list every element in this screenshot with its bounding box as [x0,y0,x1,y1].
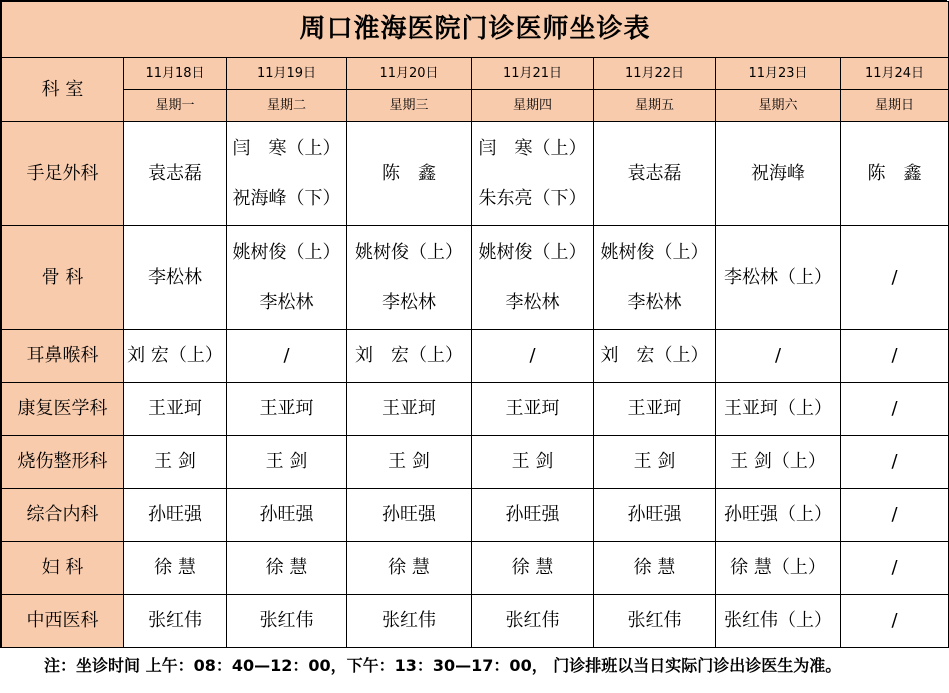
date-header: 11月19日 [227,58,347,90]
doctor-name: 祝海峰（下） [232,187,341,209]
schedule-cell [472,330,594,383]
schedule-cell [716,595,841,648]
weekday-header: 星期三 [347,90,472,122]
doctor-name: 孙旺强 [627,504,682,526]
doctor-name: / [891,504,898,526]
schedule-cell [124,383,227,436]
schedule-cell [716,226,841,330]
date-header: 11月21日 [472,58,594,90]
table-row [2,542,949,595]
doctor-name: 徐 慧 [154,557,196,579]
schedule-cell [227,595,347,648]
doctor-name: / [529,345,536,367]
doctor-name: 王 剑 [265,451,308,473]
doctor-name: 王 剑 [511,451,554,473]
doctor-name: / [891,266,898,288]
weekday-header: 星期二 [227,90,347,122]
schedule-cell [347,226,472,330]
doctor-name: 王亚珂 [627,398,682,420]
doctor-name: 李松林 [627,291,682,313]
dept-name: 骨 科 [2,226,124,330]
doctor-name: 陈 鑫 [382,162,436,184]
schedule-cell [716,489,841,542]
doctor-name: 姚树俊（上） [600,241,709,263]
footnote: 注：坐诊时间 上午：08：40—12：00，下午：13：30—17：00， 门诊排班以当日实际门诊出诊医生为准。 [44,656,842,675]
schedule-cell [227,383,347,436]
schedule-cell [472,542,594,595]
dept-name: 妇 科 [2,542,124,595]
schedule-cell [347,383,472,436]
doctor-name: 张红伟 [627,610,682,632]
schedule-cell [227,122,347,226]
doctor-name: 徐 慧 [511,557,554,579]
weekday-header: 星期日 [841,90,949,122]
doctor-name: 张红伟 [382,610,436,632]
schedule-cell [841,595,949,648]
schedule-cell [227,436,347,489]
doctor-name: 朱东亮（下） [478,187,587,209]
schedule-cell [716,330,841,383]
schedule-cell [472,595,594,648]
dept-name: 中西医科 [2,595,124,648]
doctor-name: 袁志磊 [627,162,682,184]
schedule-cell [594,122,716,226]
page-title: 周口淮海医院门诊医师坐诊表 [2,2,949,58]
schedule-cell [472,436,594,489]
schedule-cell [594,330,716,383]
schedule-cell [841,226,949,330]
schedule-cell [124,122,227,226]
doctor-name: 王亚珂 [259,398,314,420]
doctor-name: 李松林 [382,291,436,313]
doctor-name: 孙旺强（上） [724,504,832,526]
doctor-name: 王亚珂 [505,398,560,420]
schedule-cell [124,226,227,330]
weekday-header: 星期五 [594,90,716,122]
doctor-name: 张红伟 [148,610,202,632]
doctor-name: 李松林 [259,291,314,313]
dept-header: 科 室 [2,58,124,122]
doctor-name: 王 剑 [154,451,196,473]
doctor-name: / [891,610,898,632]
doctor-name: 王亚珂 [148,398,202,420]
date-header: 11月20日 [347,58,472,90]
schedule-cell [594,383,716,436]
doctor-name: 孙旺强 [259,504,314,526]
schedule-cell [347,436,472,489]
doctor-name: / [891,557,898,579]
doctor-name: 闫 寒（上） [232,137,341,159]
schedule-cell [716,122,841,226]
doctor-name: 陈 鑫 [867,162,922,184]
doctor-name: 王 剑 [388,451,430,473]
schedule-table [1,1,949,648]
schedule-cell [472,122,594,226]
schedule-cell [124,330,227,383]
doctor-name: 姚树俊（上） [355,241,463,263]
doctor-name: 闫 寒（上） [478,137,587,159]
doctor-name: 王 剑 [633,451,676,473]
dept-name: 综合内科 [2,489,124,542]
schedule-cell [841,330,949,383]
doctor-name: 姚树俊（上） [478,241,587,263]
schedule-cell [124,595,227,648]
date-header: 11月23日 [716,58,841,90]
doctor-name: 刘 宏（上） [355,345,463,367]
doctor-name: 袁志磊 [148,162,202,184]
schedule-cell [472,226,594,330]
doctor-name: 徐 慧 [265,557,308,579]
dept-name: 烧伤整形科 [2,436,124,489]
date-header: 11月24日 [841,58,949,90]
table-row [2,383,949,436]
schedule-cell [124,542,227,595]
table-row [2,330,949,383]
schedule-cell [227,542,347,595]
doctor-name: 刘 宏（上） [127,345,223,367]
doctor-name: 李松林 [148,266,202,288]
doctor-name: 姚树俊（上） [232,241,341,263]
schedule-cell [716,383,841,436]
schedule-cell [347,122,472,226]
weekday-header: 星期四 [472,90,594,122]
schedule-cell [227,489,347,542]
schedule-cell [594,489,716,542]
doctor-name: / [774,345,782,367]
doctor-name: 张红伟 [259,610,314,632]
table-row [2,226,949,330]
dept-name: 耳鼻喉科 [2,330,124,383]
schedule-cell [841,122,949,226]
table-row [2,595,949,648]
doctor-name: / [891,398,898,420]
dept-name: 手足外科 [2,122,124,226]
doctor-name: 徐 慧 [388,557,430,579]
doctor-name: 王亚珂 [382,398,436,420]
schedule-cell [841,383,949,436]
doctor-name: 李松林 [505,291,560,313]
schedule-cell [124,436,227,489]
doctor-name: 王亚珂（上） [724,398,832,420]
schedule-cell [594,542,716,595]
doctor-name: / [891,345,898,367]
doctor-name: 王 剑（上） [730,451,826,473]
doctor-name: 徐 慧（上） [730,557,826,579]
date-header: 11月22日 [594,58,716,90]
doctor-name: 刘 宏（上） [600,345,709,367]
doctor-name: 祝海峰 [751,162,805,184]
date-header: 11月18日 [124,58,227,90]
doctor-name: 孙旺强 [382,504,436,526]
schedule-cell [347,330,472,383]
schedule-cell [347,542,472,595]
schedule-cell [594,595,716,648]
schedule-cell [716,542,841,595]
weekday-header: 星期一 [124,90,227,122]
table-row [2,122,949,226]
schedule-cell [472,383,594,436]
doctor-name: / [891,451,898,473]
doctor-name: 徐 慧 [633,557,676,579]
schedule-cell [841,436,949,489]
schedule-cell [347,595,472,648]
schedule-cell [347,489,472,542]
dept-name: 康复医学科 [2,383,124,436]
doctor-name: 李松林（上） [724,266,832,288]
schedule-cell [227,330,347,383]
schedule-cell [227,226,347,330]
doctor-name: 孙旺强 [505,504,560,526]
weekday-header: 星期六 [716,90,841,122]
table-row [2,436,949,489]
schedule-cell [841,542,949,595]
schedule-cell [841,489,949,542]
schedule-cell [594,226,716,330]
table-row [2,489,949,542]
schedule-cell [716,436,841,489]
schedule-cell [472,489,594,542]
schedule-cell [594,436,716,489]
doctor-name: / [283,345,290,367]
doctor-name: 张红伟 [505,610,560,632]
schedule-cell [124,489,227,542]
doctor-name: 孙旺强 [148,504,202,526]
doctor-name: 张红伟（上） [724,610,832,632]
